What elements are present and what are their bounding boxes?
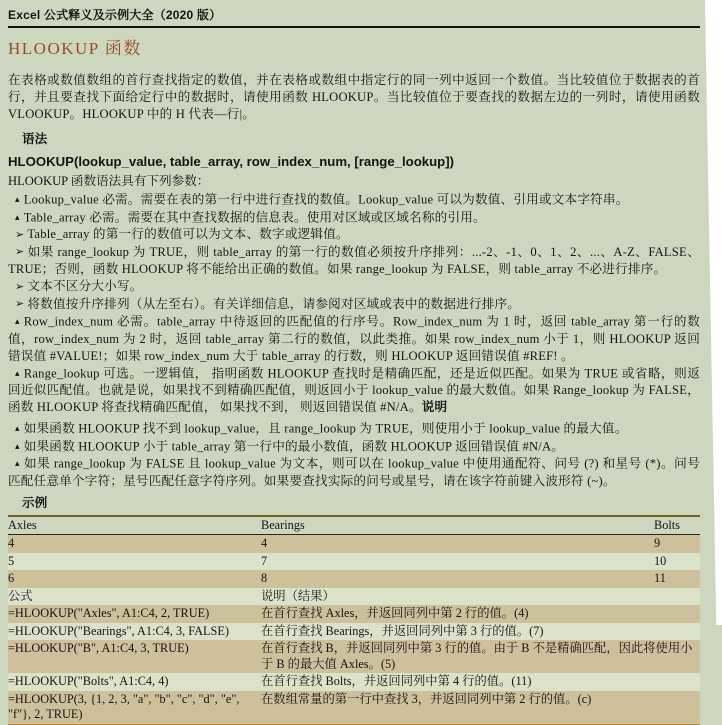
data-row bbox=[8, 553, 700, 571]
syntax-formula: HLOOKUP(lookup_value, table_array, row_index_num, [range_lookup]) bbox=[8, 154, 455, 169]
example-row bbox=[8, 640, 700, 673]
formula-cell: =HLOOKUP("B", A1:C4, 3, TRUE) bbox=[8, 641, 189, 655]
data-row bbox=[8, 535, 700, 553]
arrow-bullet-icon: ➢ bbox=[15, 280, 25, 293]
parameter-item: ▴ Range_lookup 可选。一逻辑值， 指明函数 HLOOKUP 查找时是精确匹配，还是近似匹配。如果为 TRUE 或省略，则返回近似匹配值。也就是说，如果找不到精确匹配值，则返回小于 lookup_value 的最大数值。如果 Range_lookup 为 FALSE， 函数 HLOOKUP 将查找精确匹配值， 如果找不到， 则返回错误值 #N/A。说明 bbox=[8, 366, 700, 414]
example-row bbox=[8, 623, 700, 641]
column-header: Axles bbox=[8, 517, 261, 535]
triangle-bullet-icon: ▴ bbox=[15, 423, 20, 433]
data-cell: 8 bbox=[261, 571, 268, 585]
triangle-bullet-icon: ▴ bbox=[15, 211, 20, 222]
description-cell: 在数组常量的第一行中查找 3，并返回同列中第 2 行的值。(c) bbox=[261, 691, 592, 706]
example-table-wrapper bbox=[8, 515, 700, 725]
description-column-label: 说明（结果） bbox=[261, 588, 335, 603]
table-header-row bbox=[8, 517, 700, 535]
formula-cell: =HLOOKUP("Bearings", A1:C4, 3, FALSE) bbox=[8, 623, 230, 638]
label-row bbox=[8, 588, 700, 606]
formula-cell: =HLOOKUP("Axles", A1:C4, 2, TRUE) bbox=[8, 606, 210, 620]
formula-cell: =HLOOKUP(3, {1, 2, 3, "a", "b", "c", "d", "e", "f"}, 2, TRUE) bbox=[8, 691, 240, 721]
example-row bbox=[8, 605, 700, 623]
book-header: Excel 公式释义及示例大全（2020 版） bbox=[8, 8, 222, 22]
example-heading: 示例 bbox=[22, 495, 48, 510]
triangle-bullet-icon: ▴ bbox=[15, 194, 20, 204]
syntax-heading: 语法 bbox=[22, 132, 48, 146]
parameter-item: ▴ Row_index_num 必需。table_array 中待返回的匹配值的行序号。Row_index_num 为 1 时，返回 table_array 第一行的数值，row_index_num 为 2 时，返回 table_array 第二行的数值，以此类推。如果 row_index_num 小于 1，则 HLOOKUP 返回错误值 #VALUE!；如果 row_index_num 大于 table_array 的行数，则 HLOOKUP 返回错误值 #REF! 。 bbox=[8, 314, 700, 363]
parameter-item: ▴ 如果函数 HLOOKUP 小于 table_array 第一行中的最小数值，函数 HLOOKUP 返回错误值 #N/A。 bbox=[15, 439, 565, 453]
data-cell: 5 bbox=[8, 553, 15, 568]
parameter-item: ▴ 如果函数 HLOOKUP 找不到 lookup_value，且 range_lookup 为 TRUE，则使用小于 lookup_value 的最大值。 bbox=[15, 421, 628, 436]
parameter-item: ➢ 将数值按升序排列（从左至右）。有关详细信息，请参阅对区域或表中的数据进行排序。 bbox=[8, 296, 700, 314]
intro-paragraph: 在表格或数值数组的首行查找指定的数值，并在表格或数组中指定行的同一列中返回一个数值。当比较值位于数据表的首行，并且要查找下面给定行中的数据时，请使用函数 HLOOKUP。当比较值位于要查找的数据左边的一列时，请使用函数 VLOOKUP。HLOOKUP 中的 H 代表—行|。 bbox=[8, 73, 700, 121]
parameter-item: ➢ 如果 range_lookup 为 TRUE，则 table_array 的第一行的数值必须按升序排列：...-2、-1、0、1、2、...、A-Z、FALSE、TRUE；否则，函数 HLOOKUP 将不能给出正确的数值。如果 range_lookup 为 FALSE，则 table_array 不必进行排序。 bbox=[8, 244, 700, 276]
page-title: HLOOKUP 函数 bbox=[8, 39, 142, 58]
data-cell: 10 bbox=[654, 553, 667, 568]
column-header: Bolts bbox=[654, 517, 700, 535]
arrow-bullet-icon: ➢ bbox=[15, 246, 25, 258]
syntax-lead: HLOOKUP 函数语法具有下列参数： bbox=[8, 174, 210, 188]
data-cell: 11 bbox=[654, 571, 666, 585]
parameter-item: ▴ Lookup_value 必需。需要在表的第一行中进行查找的数值。Lookup_value 可以为数值、引用或文本字符串。 bbox=[15, 192, 629, 207]
data-cell: 6 bbox=[8, 571, 15, 585]
triangle-bullet-icon: ▴ bbox=[15, 440, 20, 451]
scan-white-edge bbox=[703, 0, 722, 625]
formula-column-label: 公式 bbox=[8, 588, 33, 603]
parameter-item: ➢ 文本不区分大小写。 bbox=[8, 278, 700, 296]
parameter-list bbox=[8, 191, 700, 490]
data-cell: 9 bbox=[654, 536, 661, 550]
arrow-bullet-icon: ➢ bbox=[15, 298, 25, 310]
description-cell: 在首行查找 Axles，并返回同列中第 2 行的值。(4) bbox=[261, 606, 529, 620]
formula-cell: =HLOOKUP("Bolts", A1:C4, 4) bbox=[8, 674, 169, 688]
parameter-item: ▴ 如果 range_lookup 为 FALSE 且 lookup_value 为文本，则可以在 lookup_value 中使用通配符、问号 (?) 和星号 (*)。问号匹配任意单个字符；星号匹配任意字符序列。如果要查找实际的问号或星号，请在该字符前键入波形符 (~)。 bbox=[8, 456, 700, 488]
example-table bbox=[8, 517, 700, 724]
data-row bbox=[8, 570, 700, 588]
data-cell: 4 bbox=[8, 536, 15, 550]
example-row bbox=[8, 691, 700, 724]
data-cell: 7 bbox=[261, 553, 268, 568]
triangle-bullet-icon: ▴ bbox=[15, 316, 20, 326]
example-row bbox=[8, 673, 700, 691]
description-cell: 在首行查找 Bearings，并返回同列中第 3 行的值。(7) bbox=[261, 623, 544, 638]
description-cell: 在首行查找 B，并返回同列中第 3 行的值。由于 B 不是精确匹配，因此将使用小于 B 的最大值 Axles。(5) bbox=[261, 641, 693, 671]
triangle-bullet-icon: ▴ bbox=[15, 367, 20, 378]
parameter-item: ▴ Table_array 必需。需要在其中查找数据的信息表。使用对区域或区域名称的引用。 bbox=[15, 210, 486, 224]
arrow-bullet-icon: ➢ bbox=[15, 228, 25, 241]
parameter-item: ➢ Table_array 的第一行的数值可以为文本、数字或逻辑值。 bbox=[8, 226, 700, 244]
header-rule bbox=[8, 26, 700, 28]
column-header: Bearings bbox=[261, 517, 654, 535]
triangle-bullet-icon: ▴ bbox=[15, 458, 20, 468]
description-cell: 在首行查找 Bolts，并返回同列中第 4 行的值。(11) bbox=[261, 674, 532, 688]
data-cell: 4 bbox=[261, 536, 268, 550]
inline-note-heading: 说明 bbox=[421, 400, 448, 414]
